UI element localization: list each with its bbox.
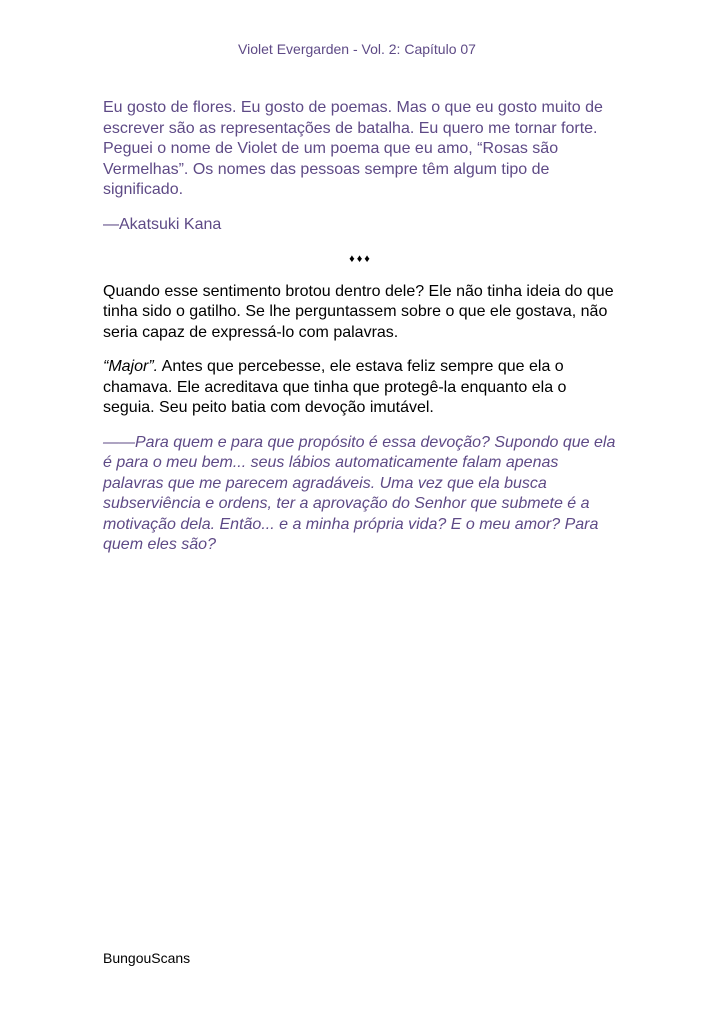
major-quote: “Major”.: [103, 358, 159, 375]
body-paragraph-2: [103, 357, 618, 419]
epigraph-author: —Akatsuki Kana: [103, 215, 222, 233]
chapter-title: Violet Evergarden - Vol. 2: Capítulo 07: [238, 41, 476, 57]
page-content: [103, 98, 618, 570]
epigraph-text: Eu gosto de flores. Eu gosto de poemas. Mas o que eu gosto muito de escrever são as representações de batalha. Eu quero me tornar forte. Peguei o nome de Violet de um poema que eu amo, “Rosas são Vermelhas”. Os nomes das pessoas sempre têm algum tipo de significado.: [103, 99, 603, 198]
body-paragraph-2-text: Antes que percebesse, ele estava feliz sempre que ela o chamava. Ele acreditava que tinha que protegê-la enquanto ela o seguia. Seu peito batia com devoção imutável.: [103, 358, 567, 416]
scanlation-credit: BungouScans: [103, 950, 191, 966]
body-paragraph-1: Quando esse sentimento brotou dentro dele? Ele não tinha ideia do que tinha sido o gatilho. Se lhe perguntassem sobre o que ele gostava, não seria capaz de expressá-lo com palavras.: [103, 282, 614, 341]
inner-monologue-paragraph: ——Para quem e para que propósito é essa devoção? Supondo que ela é para o meu bem... seus lábios automaticamente falam apenas palavras que me parecem agradáveis. Uma vez que ela busca subserviência e ordens, ter a aprovação do Senhor que submete é a motivação dela. Então... e a minha própria vida? E o meu amor? Para quem eles são?: [103, 433, 616, 553]
section-break-dinkus: ♦♦♦: [349, 253, 372, 265]
page-header: [0, 41, 714, 57]
page-footer: [103, 950, 190, 966]
